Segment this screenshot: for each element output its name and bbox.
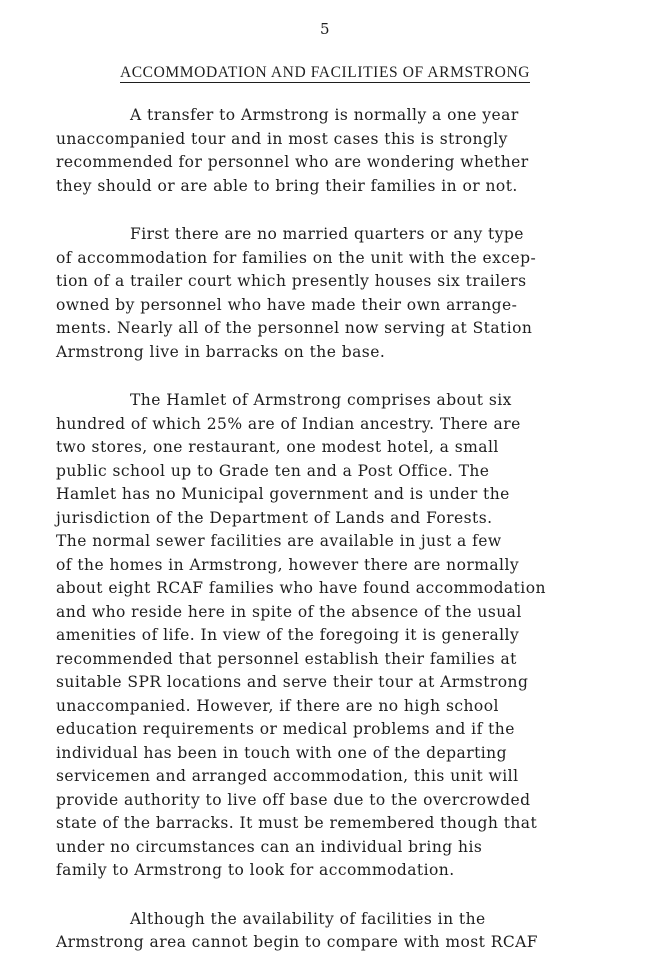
paragraph xyxy=(56,223,636,364)
text-line: under no circumstances can an individual bring his xyxy=(56,837,483,856)
text-line: recommended that personnel establish their families at xyxy=(56,649,517,668)
text-line: two stores, one restaurant, one modest hotel, a small xyxy=(56,438,499,456)
text-line: individual has been in touch with one of the departing xyxy=(56,743,507,762)
text-line: A transfer to Armstrong is normally a one year xyxy=(130,106,519,124)
text-line: they should or are able to bring their families in or not. xyxy=(56,176,518,195)
section-heading-text: ACCOMMODATION AND FACILITIES OF ARMSTRONG xyxy=(119,64,531,81)
text-line: unaccompanied tour and in most cases this is strongly xyxy=(56,129,508,148)
text-line: and who reside here in spite of the absence of the usual xyxy=(56,602,522,621)
text-line: state of the barracks. It must be remembered though that xyxy=(56,814,538,832)
text-line: of the homes in Armstrong, however there are normally xyxy=(56,555,520,574)
paragraph xyxy=(56,908,636,955)
text-line: hundred of which 25% are of Indian ancestry. There are xyxy=(56,414,521,433)
text-line: First there are no married quarters or any type xyxy=(130,225,524,243)
text-line: jurisdiction of the Department of Lands and Forests. xyxy=(56,508,493,527)
text-line: owned by personnel who have made their own arrange- xyxy=(56,295,518,314)
text-line: of accommodation for families on the unit with the excep- xyxy=(56,248,537,267)
text-line: Hamlet has no Municipal government and is under the xyxy=(56,485,510,503)
text-line: tion of a trailer court which presently houses six trailers xyxy=(56,272,527,290)
text-line: suitable SPR locations and serve their tour at Armstrong xyxy=(56,673,529,691)
paragraph xyxy=(56,104,636,198)
text-line: Armstrong area cannot begin to compare with most RCAF xyxy=(56,933,539,951)
text-line: amenities of life. In view of the foregoing it is generally xyxy=(56,626,520,644)
paragraph xyxy=(56,389,636,883)
page-number: 5 xyxy=(319,20,331,38)
text-line: servicemen and arranged accommodation, this unit will xyxy=(56,767,519,785)
text-line: The normal sewer facilities are available in just a few xyxy=(56,532,502,550)
section-heading xyxy=(0,64,650,82)
text-line: Armstrong live in barracks on the base. xyxy=(56,342,386,361)
body-text xyxy=(56,104,636,980)
text-line: unaccompanied. However, if there are no high school xyxy=(56,696,499,715)
text-line: about eight RCAF families who have found accommodation xyxy=(56,579,546,597)
text-line: ments. Nearly all of the personnel now serving at Station xyxy=(56,319,533,337)
text-line: Although the availability of facilities in the xyxy=(130,909,486,928)
text-line: education requirements or medical problems and if the xyxy=(56,720,515,738)
text-line: recommended for personnel who are wondering whether xyxy=(56,153,529,171)
text-line: The Hamlet of Armstrong comprises about six xyxy=(130,391,512,409)
text-line: provide authority to live off base due to the overcrowded xyxy=(56,790,531,809)
text-line: public school up to Grade ten and a Post Office. The xyxy=(56,461,490,480)
text-line: family to Armstrong to look for accommodation. xyxy=(56,861,455,879)
